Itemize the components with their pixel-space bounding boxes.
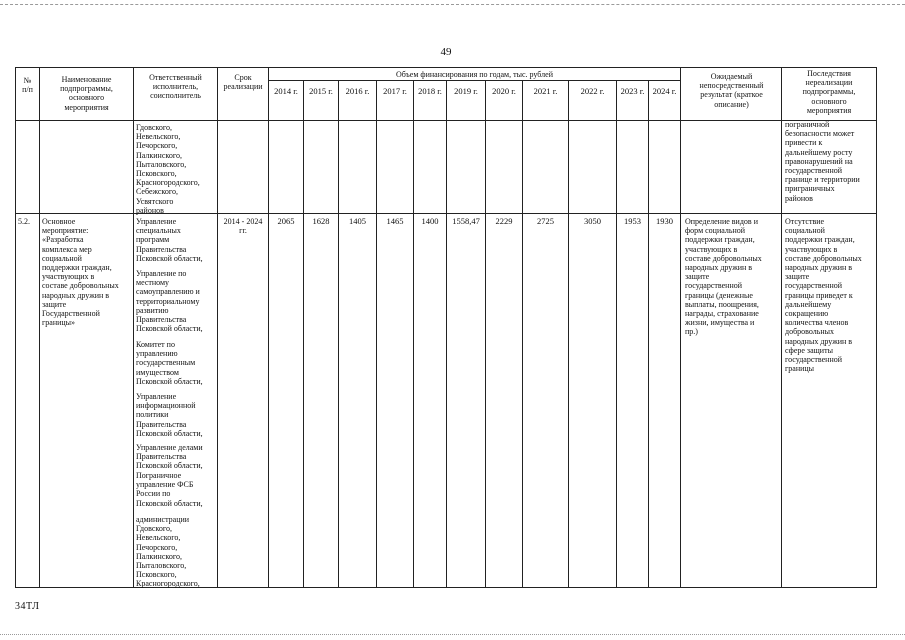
executor-item: Управление по местному самоуправлению и территориальному развитию Правительства Псковской области,	[136, 269, 203, 334]
executor-item: Управление информационной политики Правительства Псковской области,	[136, 392, 203, 438]
executor-item: Управление делами Правительства Псковской области,	[136, 443, 203, 471]
scan-edge-bottom	[0, 634, 905, 635]
header-funding: Объем финансирования по годам, тыс. рублей	[396, 70, 553, 79]
funding-value: 1465	[386, 216, 404, 226]
col-line	[781, 67, 782, 588]
col-line	[413, 80, 414, 588]
col-line	[522, 80, 523, 588]
funding-value: 2229	[495, 216, 513, 226]
header-year: 2017 г.	[383, 86, 407, 96]
implementation-term: 2014 - 2024 гг.	[223, 217, 263, 236]
header-result: Ожидаемый непосредственный результат (краткое описание)	[699, 72, 764, 109]
funding-value: 1953	[624, 216, 641, 226]
scan-edge-top	[0, 4, 905, 5]
col-line	[485, 80, 486, 588]
non-implementation-consequences: Отсутствие социальной поддержки граждан, участвующих в составе добровольных народных дружин в защите государственной границы приведет к дальнейшему сокращению количества членов добровольных народных дружин в сфере защиты государственной границы	[785, 217, 862, 374]
col-line	[15, 67, 16, 588]
table-border-top	[15, 67, 877, 68]
header-year: 2019 г.	[454, 86, 478, 96]
col-line	[338, 80, 339, 588]
header-year: 2023 г.	[620, 86, 645, 96]
funding-value: 3050	[584, 216, 601, 226]
measure-name: Основное мероприятие: «Разработка комплекса мер социальной поддержки граждан, участвующих в составе добровольных народных дружин в защите Государственной границы»	[42, 217, 119, 328]
header-year: 2020 г.	[492, 86, 516, 96]
header-year: 2018 г.	[418, 86, 442, 96]
funding-value: 1558,47	[452, 216, 480, 226]
col-line	[568, 80, 569, 588]
funding-table	[15, 67, 877, 588]
executor-item: Пограничное управление ФСБ России по Псковской области,	[136, 471, 203, 508]
funding-value: 2065	[277, 216, 295, 226]
header-name: Наименование подпрограммы, основного мероприятия	[60, 75, 113, 112]
row-number: 5.2.	[18, 217, 30, 226]
funding-header-divider	[268, 80, 680, 81]
col-line	[376, 80, 377, 588]
col-line	[876, 67, 877, 588]
footer-code: 34ТЛ	[15, 601, 40, 612]
col-line	[680, 67, 681, 588]
header-year: 2016 г.	[345, 86, 370, 96]
col-line	[446, 80, 447, 588]
funding-value: 1628	[312, 216, 330, 226]
funding-value: 2725	[537, 216, 554, 226]
funding-value: 1400	[421, 216, 439, 226]
expected-result: Определение видов и форм социальной поддержки граждан, участвующих в составе добровольных народных дружин в защите государственной границы (денежные выплаты, поощрения, награды, страхование жизни, имущества и пр.)	[685, 217, 762, 337]
col-line	[616, 80, 617, 588]
col-line	[133, 67, 134, 588]
executor-item: Управление специальных программ Правительства Псковской области,	[136, 217, 203, 263]
header-year: 2014 г.	[274, 86, 298, 96]
executor-item: Комитет по управлению государственным имуществом Псковской области,	[136, 340, 203, 386]
header-year: 2024 г.	[652, 86, 677, 96]
header-year: 2022 г.	[580, 86, 605, 96]
col-line	[268, 67, 269, 588]
header-year: 2015 г.	[309, 86, 333, 96]
funding-value: 1405	[349, 216, 366, 226]
col-line	[303, 80, 304, 588]
page-number: 49	[440, 46, 452, 58]
col-line	[39, 67, 40, 588]
header-num: № п/п	[22, 76, 33, 95]
header-executor: Ответственный исполнитель, соисполнитель	[149, 73, 202, 101]
header-consequences: Последствия нереализации подпрограммы, основного мероприятия	[802, 69, 856, 115]
funding-value: 1930	[656, 216, 673, 226]
continuation-executor: Гдовского, Невельского, Печорского, Палкинского, Пыталовского, Псковского, Красногородского, Себежского, Усвятского районов	[136, 123, 200, 215]
executor-item: администрации Гдовского, Невельского, Печорского, Палкинского, Пыталовского, Псковского, Красногородского,	[136, 515, 200, 589]
header-term: Срок реализации	[223, 73, 263, 92]
continuation-consequences: пограничной безопасности может привести к дальнейшему росту правонарушений на государственной границе и территории приграничных районов	[785, 120, 860, 203]
col-line	[217, 67, 218, 588]
header-year: 2021 г.	[533, 86, 558, 96]
col-line	[648, 80, 649, 588]
